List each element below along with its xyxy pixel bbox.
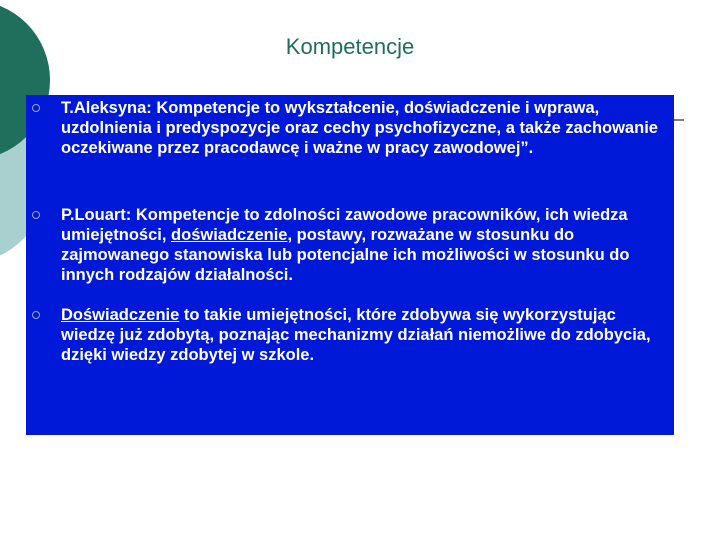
page-title: Kompetencje bbox=[285, 34, 415, 59]
bullet-text-part: P.Louart: Kompetencje to zdolności zawodowe pracowników, ich wiedza umiejętności, bbox=[61, 206, 628, 244]
bullet-text: T.Aleksyna: Kompetencje to wykształcenie, doświadczenie i wprawa, uzdolnienia i predyspozycje oraz cechy psychofizyczne, a także zachowanie oczekiwane przez pracodawcę i ważne w pracy zawodowej”. bbox=[61, 99, 658, 157]
bullet-text bbox=[61, 205, 671, 285]
bullet-text-part: to takie umiejętności, które zdobywa się wykorzystując wiedzę już zdobytą, poznając mechanizmy działań niemożliwe do zdobycia, dzięki wiedzy zdobytej w szkole. bbox=[61, 306, 651, 364]
bullet-text-part: , postawy, rozważane w stosunku do zajmowanego stanowiska lub potencjalne ich możliwości w stosunku do innych rodzajów działalności. bbox=[61, 226, 630, 284]
bullet-text bbox=[61, 305, 671, 365]
circle-bullet-icon bbox=[32, 104, 40, 112]
content-box bbox=[26, 95, 674, 435]
circle-bullet-icon bbox=[32, 211, 40, 219]
underlined-term: doświadczenie bbox=[171, 226, 288, 244]
circle-bullet-icon bbox=[32, 311, 40, 319]
underlined-term: Doświadczenie bbox=[61, 306, 180, 324]
